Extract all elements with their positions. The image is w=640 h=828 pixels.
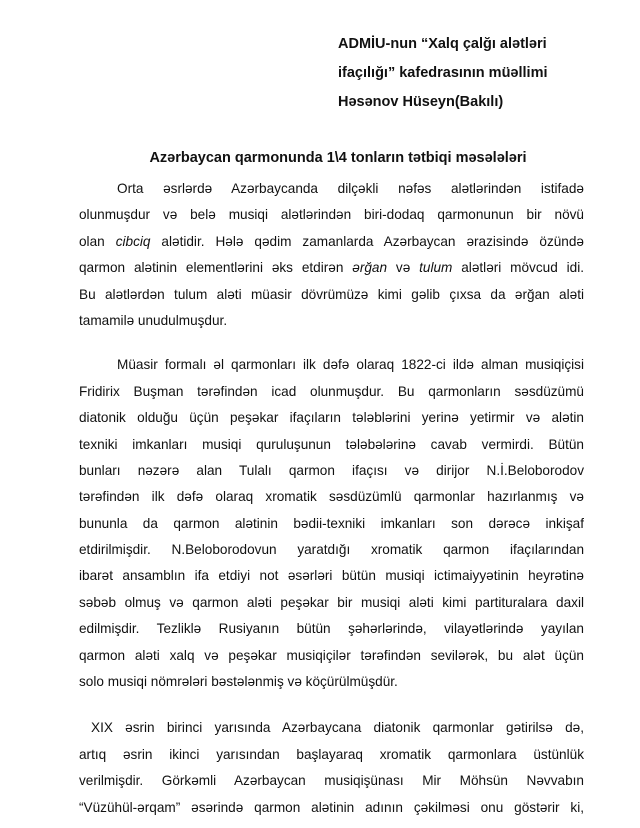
text-line: texniki imkanları musiqi quruluşunun tələbələrinə cavab vermirdi. Bütün <box>79 436 584 452</box>
paragraph-gap <box>79 334 584 352</box>
text-line: tərəfindən ilk dəfə olaraq xromatik səsdüzümlü qarmonlar hazırlanmış və <box>79 489 584 505</box>
text-line: etdirilmişdir. N.Beloborodovun yaratdığı xromatik qarmon ifaçılarından <box>79 542 584 558</box>
text-line: bunları nəzərə alan Tulalı qarmon ifaçısı və dirijor N.İ.Beloborodov <box>79 462 584 478</box>
text-line: Fridirix Buşman tərəfindən icad olunmuşdur. Bu qarmonların səsdüzümü <box>79 383 584 399</box>
text-line: “Vüzühül-ərqam” əsərində qarmon alətinin adının çəkilməsi onu göstərir ki, <box>79 799 584 815</box>
article-title: Azərbaycan qarmonunda 1\4 tonların tətbiqi məsələləri <box>149 150 527 166</box>
text-run: alətləri mövcud idi. <box>452 260 584 276</box>
italic-term: tulum <box>419 260 453 276</box>
author-affiliation-line-2: ifaçılığı” kafedrasının müəllimi <box>338 65 548 81</box>
text-line: solo musiqi nömrələri bəstələnmiş və köçürülmüşdür. <box>79 674 398 690</box>
text-line: edilmişdir. Tezliklə Rusiyanın bütün şəhərlərində, vilayətlərində yayılan <box>79 621 584 637</box>
text-run: alətidir. Hələ qədim zamanlarda Azərbaycan ərazisində özündə <box>150 233 584 249</box>
text-line: Müasir formalı əl qarmonları ilk dəfə olaraq 1822-ci ildə alman musiqiçisi <box>117 357 584 373</box>
text-line: səbəb olmuş və qarmon aləti peşəkar bir musiqi aləti kimi partituralara daxil <box>79 594 584 610</box>
author-name: Həsənov Hüseyn(Bakılı) <box>338 94 504 110</box>
text-line: olunmuşdur və belə musiqi alətlərindən biri-dodaq qarmonunun bir növü <box>79 207 584 223</box>
text-line: ibarət ansamblın ifa etdiyi not əsərləri bütün musiqi ictimaiyyətinin heyrətinə <box>79 568 584 584</box>
author-block <box>338 30 628 117</box>
paragraph-3 <box>79 715 584 821</box>
text-line: artıq əsrin ikinci yarısından başlayaraq xromatik qarmonlara üstünlük <box>79 746 584 762</box>
text-line: Orta əsrlərdə Azərbaycanda dilçəkli nəfəs alətlərindən istifadə <box>117 181 584 196</box>
text-line: XIX əsrin birinci yarısında Azərbaycana diatonik qarmonlar gətirilsə də, <box>91 720 584 736</box>
paragraph-2 <box>79 352 584 695</box>
italic-term: ərğan <box>352 260 388 276</box>
text-line <box>79 229 584 255</box>
italic-term: cibciq <box>115 233 151 249</box>
text-run: qarmon alətinin elementlərini əks etdirən <box>79 260 353 276</box>
text-line <box>79 255 584 281</box>
text-line: tamamilə unudulmuşdur. <box>79 312 228 328</box>
author-affiliation-line-1: ADMİU-nun “Xalq çalğı alətləri <box>338 36 547 52</box>
article-body <box>79 176 584 821</box>
text-line: verilmişdir. Görkəmli Azərbaycan musiqişünası Mir Möhsün Nəvvabın <box>79 773 584 789</box>
text-run: və <box>387 260 420 276</box>
text-line: qarmon aləti xalq və peşəkar musiqiçilər tərəfindən sevilərək, bu alət üçün <box>79 647 584 663</box>
text-line: Bu alətlərdən tulum aləti müasir dövrümüzə kimi gəlib çıxsa da ərğan aləti <box>79 286 584 302</box>
text-line: diatonik olduğu üçün peşəkar ifaçıların tələblərini yerinə yetirmir və alətin <box>79 410 584 426</box>
paragraph-gap <box>79 695 584 715</box>
text-line: bununla da qarmon alətinin bədii-texniki imkanları son dərəcə inkişaf <box>79 515 584 531</box>
text-run: olan <box>79 233 116 249</box>
paragraph-1 <box>79 176 584 334</box>
